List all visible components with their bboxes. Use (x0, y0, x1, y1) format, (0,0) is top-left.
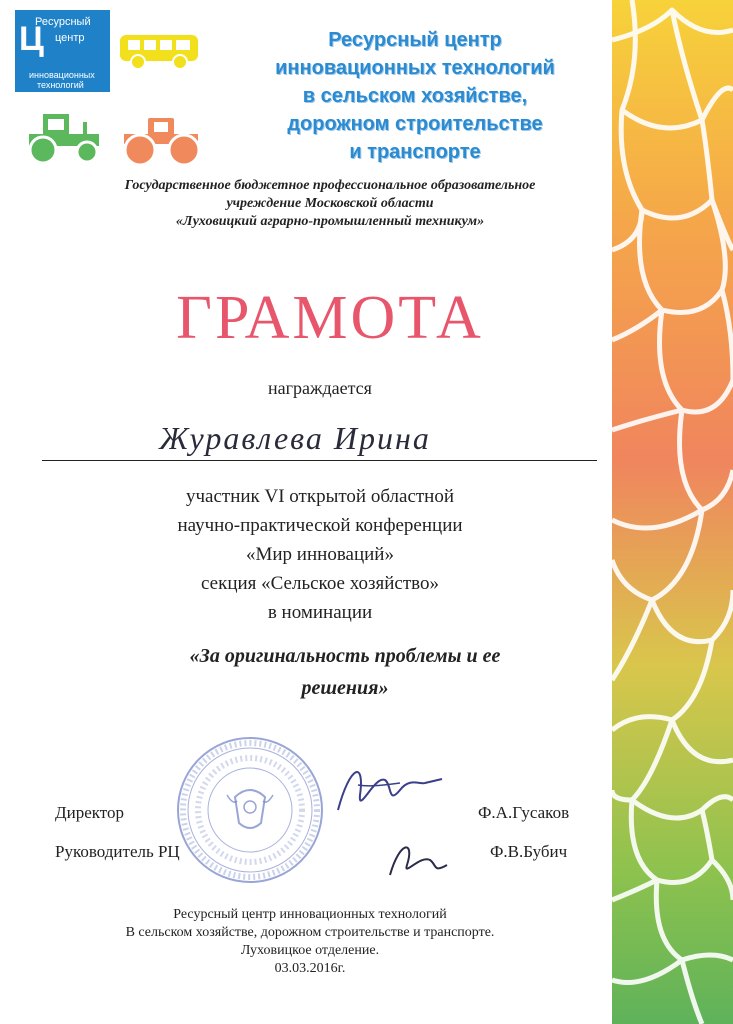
body-line: научно-практической конференции (177, 515, 463, 536)
logo-text-mid: центр (55, 32, 85, 44)
certificate-body (60, 482, 580, 627)
header-title-line: и транспорте (349, 141, 481, 163)
header-title (210, 26, 620, 166)
footer-line: Ресурсный центр инновационных технологий (173, 907, 447, 922)
logo-text-top: Ресурсный (35, 16, 91, 28)
recipient-name: Журавлева Ирина (159, 420, 431, 456)
logo-text-bottom1: инновационных (29, 70, 95, 80)
body-line: «Мир инноваций» (246, 544, 394, 565)
nomination-line: «За оригинальность проблемы и ее (189, 645, 501, 667)
logo-letter: Ц (19, 20, 44, 58)
director-role: Директор (55, 803, 124, 822)
name-underline (42, 460, 597, 461)
body-line: в номинации (267, 602, 373, 623)
body-line: секция «Сельское хозяйство» (200, 573, 440, 594)
header-title-line: инновационных технологий (275, 57, 555, 79)
logo (15, 10, 110, 92)
director-signature (330, 755, 450, 825)
tractor-large-icon (118, 116, 204, 166)
organization-name (40, 177, 620, 231)
certificate-title: ГРАМОТА (176, 284, 484, 352)
bus-icon (118, 33, 200, 71)
nomination (100, 640, 590, 704)
header-title-line: дорожном строительстве (287, 113, 543, 135)
header-title-line: Ресурсный центр (328, 29, 502, 51)
organization-line: учреждение Московской области (226, 196, 434, 211)
footer-line: В сельском хозяйстве, дорожном строительстве и транспорте. (125, 925, 495, 940)
official-stamp (175, 735, 325, 885)
tractor-icon (25, 112, 103, 164)
director-name: Ф.А.Гусаков (478, 803, 570, 822)
nomination-line: решения» (301, 677, 389, 699)
head-signature (385, 835, 455, 880)
organization-line: Государственное бюджетное профессиональное образовательное (124, 178, 536, 193)
footer-line: Луховицкое отделение. (240, 943, 380, 958)
footer (80, 906, 540, 978)
awarded-label: награждается (268, 378, 372, 398)
head-role: Руководитель РЦ (55, 842, 180, 861)
footer-date: 03.03.2016г. (274, 961, 346, 976)
organization-line: «Луховицкий аграрно-промышленный техникум» (175, 214, 485, 229)
decorative-side-panel (612, 0, 733, 1024)
head-name: Ф.В.Бубич (490, 842, 568, 861)
header-title-line: в сельском хозяйстве, (302, 85, 528, 107)
body-line: участник VI открытой областной (185, 486, 455, 507)
logo-text-bottom2: технологий (37, 80, 84, 90)
